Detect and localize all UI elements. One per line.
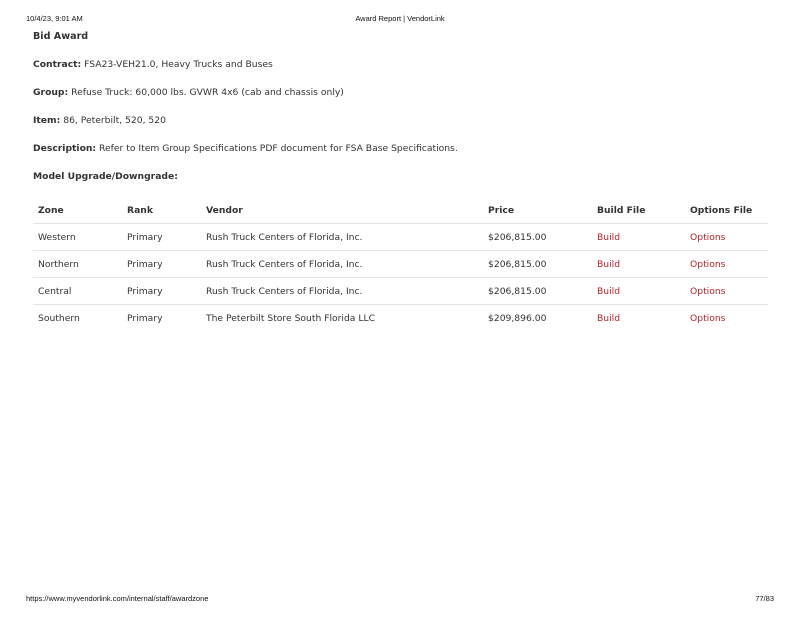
zone-cell: Western — [33, 224, 122, 251]
vendor-cell: The Peterbilt Store South Florida LLC — [206, 312, 376, 324]
print-page-number: 77/83 — [755, 594, 774, 603]
price-cell: $206,815.00 — [483, 278, 592, 305]
print-datetime: 10/4/23, 9:01 AM — [26, 14, 83, 23]
item-field — [33, 114, 768, 128]
build-file-cell — [592, 305, 685, 332]
print-header — [26, 14, 774, 26]
price-cell: $206,815.00 — [483, 251, 592, 278]
vendor-cell: Rush Truck Centers of Florida, Inc. — [201, 251, 483, 278]
rank-cell: Primary — [122, 278, 201, 305]
build-file-cell — [592, 278, 685, 305]
build-file-cell — [592, 224, 685, 251]
table-row — [33, 251, 768, 278]
description-field — [33, 142, 768, 156]
model-upgrade-label: Model Upgrade/Downgrade: — [33, 171, 178, 182]
description-label: Description: — [33, 143, 97, 154]
print-url: https://www.myvendorlink.com/internal/staff/awardzone — [26, 594, 209, 603]
options-file-cell — [685, 224, 768, 251]
bid-award-section — [33, 30, 768, 184]
column-header-vendor: Vendor — [201, 198, 483, 224]
build-link[interactable]: Build — [597, 258, 621, 270]
column-header-options-file: Options File — [685, 198, 768, 224]
group-field — [33, 86, 768, 100]
rank-cell: Primary — [122, 224, 201, 251]
zone-cell: Northern — [33, 251, 122, 278]
table-row — [33, 305, 768, 332]
column-header-price: Price — [483, 198, 592, 224]
contract-field — [33, 58, 768, 72]
print-footer — [26, 594, 774, 606]
table-header-row — [33, 198, 768, 224]
build-link[interactable]: Build — [597, 231, 621, 243]
vendor-cell: Rush Truck Centers of Florida, Inc. — [201, 278, 483, 305]
rank-cell: Primary — [122, 251, 201, 278]
zone-cell: Southern — [38, 312, 80, 324]
options-link[interactable]: Options — [690, 285, 726, 297]
group-label: Group: — [33, 87, 69, 98]
vendor-cell: Rush Truck Centers of Florida, Inc. — [201, 224, 483, 251]
item-label: Item: — [33, 115, 61, 126]
build-file-cell — [592, 251, 685, 278]
contract-label: Contract: — [33, 59, 82, 70]
options-file-cell — [685, 305, 768, 332]
options-file-cell — [685, 251, 768, 278]
price-cell: $206,815.00 — [483, 224, 592, 251]
build-link[interactable]: Build — [597, 285, 621, 297]
group-value: Refuse Truck: 60,000 lbs. GVWR 4x6 (cab and chassis only) — [71, 87, 344, 98]
description-value: Refer to Item Group Specifications PDF document for FSA Base Specifications. — [99, 143, 458, 154]
options-link[interactable]: Options — [690, 231, 726, 243]
zone-cell: Central — [33, 278, 122, 305]
print-page-title: Award Report | VendorLink — [355, 14, 445, 23]
build-link[interactable]: Build — [597, 312, 621, 324]
column-header-rank: Rank — [122, 198, 201, 224]
award-table — [33, 198, 768, 331]
bid-award-heading: Bid Award — [33, 31, 89, 42]
item-value: 86, Peterbilt, 520, 520 — [63, 115, 166, 126]
table-row — [33, 278, 768, 305]
rank-cell: Primary — [127, 312, 163, 324]
options-link[interactable]: Options — [690, 258, 726, 270]
column-header-zone: Zone — [33, 198, 122, 224]
column-header-build-file: Build File — [592, 198, 685, 224]
table-row — [33, 224, 768, 251]
price-cell: $209,896.00 — [488, 312, 547, 324]
contract-value: FSA23-VEH21.0, Heavy Trucks and Buses — [84, 59, 273, 70]
options-link[interactable]: Options — [690, 312, 726, 324]
options-file-cell — [685, 278, 768, 305]
